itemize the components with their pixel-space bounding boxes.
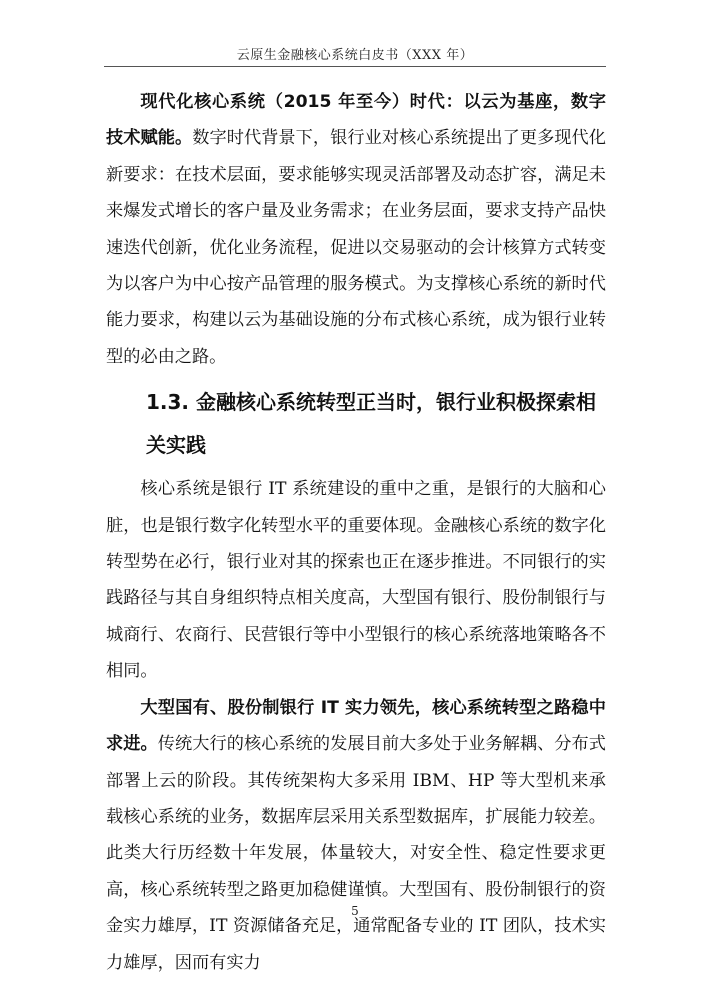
- section-heading: [106, 381, 606, 467]
- page-body: [106, 84, 606, 981]
- page-header: 云原生金融核心系统白皮书（XXX 年）: [236, 48, 474, 63]
- paragraph-lead-bold: 现代化核心系统（2015 年至今）时代：以云为基座，数字技术赋能。: [106, 92, 606, 149]
- header-divider: [104, 66, 606, 67]
- section-number: 1.3.: [146, 390, 190, 415]
- paragraph-text: 核心系统是银行 IT 系统建设的重中之重，是银行的大脑和心脏，也是银行数字化转型水平的重要体现。金融核心系统的数字化转型势在必行，银行业对其的探索也正在逐步推进。不同银行的实践路径与其自身组织特点相关度高，大型国有银行、股份制银行与城商行、农商行、民营银行等中小型银行的核心系统落地策略各不相同。: [106, 479, 606, 682]
- page-number: 5: [351, 904, 359, 918]
- paragraph-lead-bold: 大型国有、股份制银行 IT 实力领先，核心系统转型之路稳中求进。: [106, 697, 606, 755]
- section-title: 金融核心系统转型正当时，银行业积极探索相关实践: [146, 390, 596, 458]
- paragraph-modern-core-era: [106, 84, 606, 375]
- paragraph-core-system-importance: [106, 471, 606, 689]
- paragraph-text: 传统大行的核心系统的发展目前大多处于业务解耦、分布式部署上云的阶段。其传统架构大多采用 IBM、HP 等大型机来承载核心系统的业务，数据库层采用关系型数据库，扩展能力较差。此类大行历经数十年发展，体量较大，对安全性、稳定性要求更高，核心系统转型之路更加稳健谨慎。大型国有、股份制银行的资金实力雄厚，IT 资源储备充足，通常配备专业的 IT 团队，技术实力雄厚，因而有实力: [106, 734, 606, 973]
- paragraph-large-banks: [106, 690, 606, 981]
- paragraph-text: 数字时代背景下，银行业对核心系统提出了更多现代化新要求：在技术层面，要求能够实现灵活部署及动态扩容，满足未来爆发式增长的客户量及业务需求；在业务层面，要求支持产品快速迭代创新，优化业务流程，促进以交易驱动的会计核算方式转变为以客户为中心按产品管理的服务模式。为支撑核心系统的新时代能力要求，构建以云为基础设施的分布式核心系统，成为银行业转型的必由之路。: [106, 128, 606, 367]
